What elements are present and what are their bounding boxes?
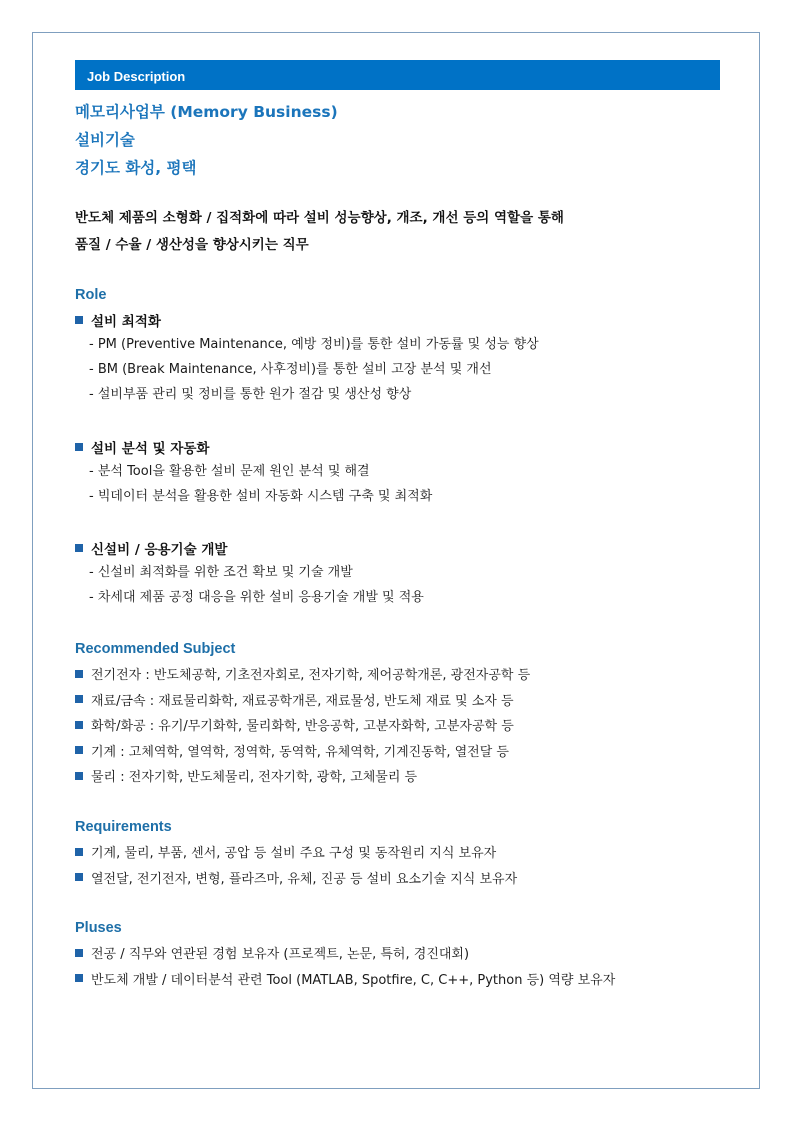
- job-summary: [75, 205, 725, 259]
- bullet-square-icon: [75, 772, 83, 780]
- bullet-square-icon: [75, 544, 83, 552]
- list-item: [75, 687, 725, 713]
- list-item-text: 전공 / 직무와 연관된 경험 보유자 (프로젝트, 논문, 특허, 경진대회): [91, 947, 470, 963]
- list-item-text: 열전달, 전기전자, 변형, 플라즈마, 유체, 진공 등 설비 요소기술 지식 보유자: [91, 871, 518, 887]
- requirements-title: Requirements: [75, 819, 172, 835]
- bullet-square-icon: [75, 670, 83, 678]
- list-item: [75, 865, 725, 891]
- list-item: [75, 940, 725, 966]
- role-group-heading: [75, 434, 725, 459]
- list-item: [75, 738, 725, 764]
- bullet-square-icon: [75, 949, 83, 957]
- role-item: - 분석 Tool을 활용한 설비 문제 원인 분석 및 해결: [89, 464, 370, 479]
- role-title: Role: [75, 287, 107, 303]
- role-group-heading-text: 설비 분석 및 자동화: [91, 440, 210, 457]
- bullet-square-icon: [75, 695, 83, 703]
- role-group-analysis: [75, 434, 725, 509]
- requirements-list: [75, 839, 725, 890]
- list-item: [75, 966, 725, 992]
- location: 경기도 화성, 평택: [75, 159, 197, 177]
- list-item-text: 물리 : 전자기학, 반도체물리, 전자기학, 광학, 고체물리 등: [91, 770, 418, 786]
- bullet-square-icon: [75, 316, 83, 324]
- role-group-heading-text: 설비 최적화: [91, 313, 161, 330]
- pluses-list: [75, 940, 725, 991]
- role-group-heading: [75, 535, 725, 560]
- role-item: - 빅데이터 분석을 활용한 설비 자동화 시스템 구축 및 최적화: [89, 489, 433, 504]
- role-group-new-equipment: [75, 535, 725, 610]
- role-group-optimization: [75, 307, 725, 407]
- list-item-text: 전기전자 : 반도체공학, 기초전자회로, 전자기학, 제어공학개론, 광전자공학 등: [91, 668, 531, 684]
- role-item: - 차세대 제품 공정 대응을 위한 설비 응용기술 개발 및 적용: [89, 590, 424, 605]
- job-heading: [75, 98, 338, 182]
- list-item-text: 반도체 개발 / 데이터분석 관련 Tool (MATLAB, Spotfire, C, C++, Python 등) 역량 보유자: [91, 972, 616, 988]
- bullet-square-icon: [75, 721, 83, 729]
- list-item: [75, 763, 725, 789]
- summary-line: 품질 / 수율 / 생산성을 향상시키는 직무: [75, 237, 309, 253]
- role-item: - 신설비 최적화를 위한 조건 확보 및 기술 개발: [89, 565, 353, 580]
- recommended-title: Recommended Subject: [75, 641, 236, 657]
- list-item: [75, 839, 725, 865]
- recommended-list: [75, 661, 725, 789]
- role-group-heading-text: 신설비 / 응용기술 개발: [91, 541, 228, 558]
- bullet-square-icon: [75, 746, 83, 754]
- list-item-text: 화학/화공 : 유기/무기화학, 물리화학, 반응공학, 고분자화학, 고분자공학 등: [91, 719, 514, 735]
- bullet-square-icon: [75, 974, 83, 982]
- list-item: [75, 712, 725, 738]
- job-description-header: [75, 60, 720, 90]
- list-item-text: 기계 : 고체역학, 열역학, 정역학, 동역학, 유체역학, 기계진동학, 열전달 등: [91, 744, 509, 760]
- list-item-text: 재료/금속 : 재료물리화학, 재료공학개론, 재료물성, 반도체 재료 및 소자 등: [91, 693, 514, 709]
- job-title: 설비기술: [75, 131, 135, 149]
- list-item-text: 기계, 물리, 부품, 센서, 공압 등 설비 주요 구성 및 동작원리 지식 보유자: [91, 846, 497, 862]
- list-item: [75, 661, 725, 687]
- summary-line: 반도체 제품의 소형화 / 집적화에 따라 설비 성능향상, 개조, 개선 등의 역할을 통해: [75, 210, 564, 226]
- role-item: - 설비부품 관리 및 정비를 통한 원가 절감 및 생산성 향상: [89, 387, 412, 402]
- bullet-square-icon: [75, 848, 83, 856]
- role-group-heading: [75, 307, 725, 332]
- role-item: - PM (Preventive Maintenance, 예방 정비)를 통한 설비 가동률 및 성능 향상: [89, 337, 539, 352]
- division-title: 메모리사업부 (Memory Business): [75, 103, 338, 121]
- bullet-square-icon: [75, 443, 83, 451]
- bullet-square-icon: [75, 873, 83, 881]
- header-label: Job Description: [87, 69, 186, 84]
- role-item: - BM (Break Maintenance, 사후정비)를 통한 설비 고장 분석 및 개선: [89, 362, 492, 377]
- pluses-title: Pluses: [75, 920, 122, 936]
